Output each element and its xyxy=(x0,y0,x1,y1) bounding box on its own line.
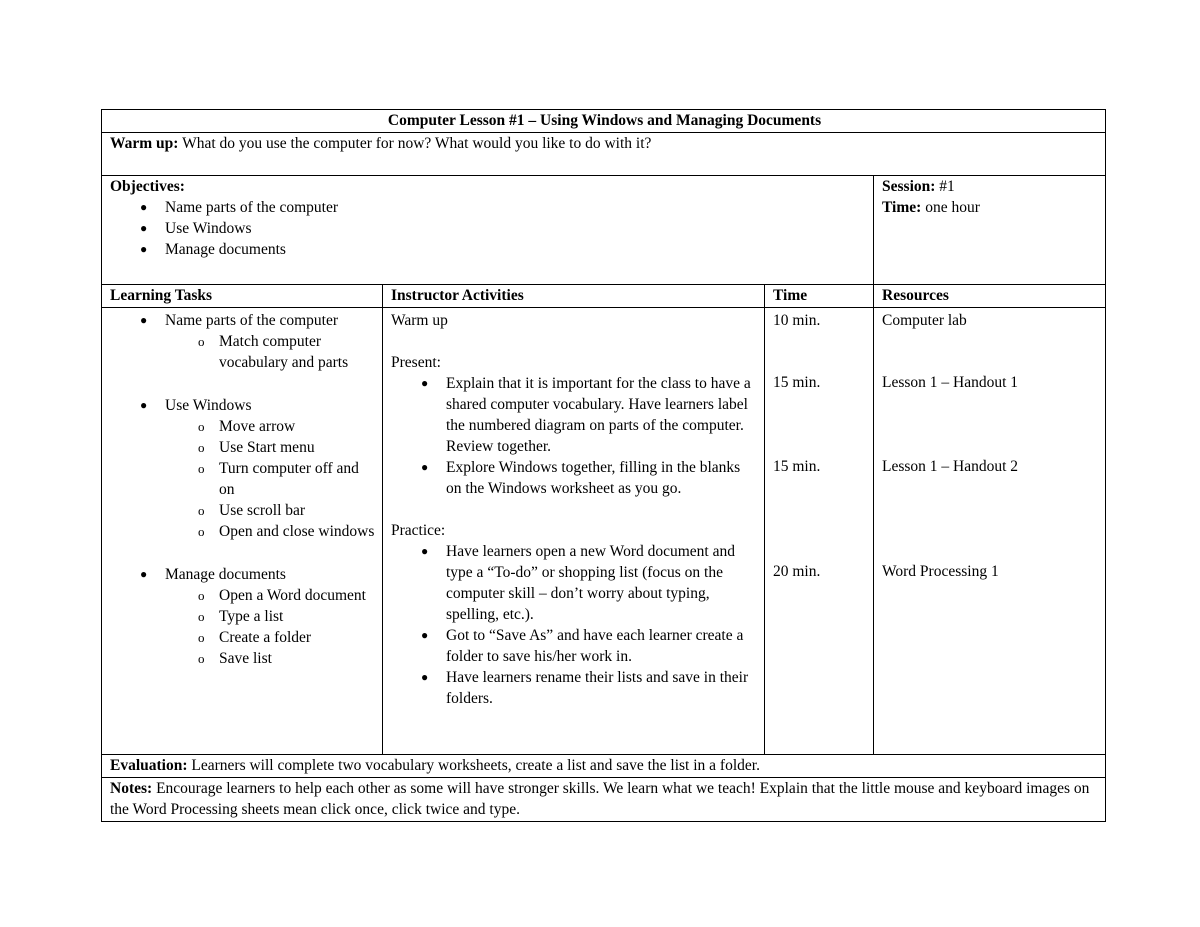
header-instructor-activities: Instructor Activities xyxy=(383,285,765,308)
circle-bullet-icon: o xyxy=(198,461,205,476)
resources-cell xyxy=(874,308,1106,755)
ia-present-label: Present: xyxy=(391,354,441,371)
time-entry: 20 min. xyxy=(773,563,821,580)
bullet-icon: ● xyxy=(421,376,429,390)
resource-entry: Lesson 1 – Handout 1 xyxy=(882,374,1019,391)
ia-practice-label: Practice: xyxy=(391,522,446,539)
resource-entry: Word Processing 1 xyxy=(882,563,999,580)
ia-warm-up: Warm up xyxy=(391,312,448,329)
time-cell xyxy=(765,308,874,755)
circle-bullet-icon: o xyxy=(198,588,205,603)
time-value: one hour xyxy=(921,199,980,216)
bullet-icon: ● xyxy=(421,460,429,474)
time-label: Time: xyxy=(882,199,922,216)
time-entry: 15 min. xyxy=(773,458,821,475)
session-value: #1 xyxy=(935,178,955,195)
column-header-row xyxy=(102,285,1106,308)
learning-subtask: o Use Start menu xyxy=(198,439,315,456)
learning-subtask: o Turn computer off and on xyxy=(198,460,359,498)
objective-item: ● Name parts of the computer xyxy=(140,199,339,216)
present-item: ● Explore Windows together, filling in the blanks on the Windows worksheet as you go. xyxy=(421,459,741,497)
warm-up-cell xyxy=(102,133,1106,176)
notes-cell xyxy=(102,778,1106,822)
header-resources: Resources xyxy=(874,285,1106,308)
warm-up-row xyxy=(102,133,1106,176)
present-item: ● Explain that it is important for the class to have a shared computer vocabulary. Have learners label the numbered diagram on parts of the computer. Review together. xyxy=(421,375,751,455)
learning-subtask: o Move arrow xyxy=(198,418,296,435)
header-time: Time xyxy=(765,285,874,308)
learning-subtask: o Use scroll bar xyxy=(198,502,306,519)
warm-up-label: Warm up: xyxy=(110,135,179,152)
learning-task-list xyxy=(110,395,376,542)
time-line xyxy=(882,197,1099,218)
bullet-icon: ● xyxy=(140,242,148,256)
bullet-icon: ● xyxy=(421,628,429,642)
time-entry: 15 min. xyxy=(773,374,821,391)
practice-item: ● Have learners rename their lists and save in their folders. xyxy=(421,669,749,707)
bullet-icon: ● xyxy=(140,313,148,327)
learning-subtask: o Open and close windows xyxy=(198,523,375,540)
bullet-icon: ● xyxy=(421,670,429,684)
learning-subtask: o Open a Word document xyxy=(198,587,366,604)
objectives-list xyxy=(110,197,867,260)
notes-text: Encourage learners to help each other as some will have stronger skills. We learn what we teach! Explain that the little mouse and keyboard images on the Word Processing sheets mean click once, click twice and type. xyxy=(110,780,1090,818)
learning-tasks-cell xyxy=(102,308,383,755)
circle-bullet-icon: o xyxy=(198,630,205,645)
resource-entry: Computer lab xyxy=(882,312,967,329)
learning-task: ● Manage documents xyxy=(140,566,286,583)
evaluation-cell xyxy=(102,755,1106,778)
objectives-cell xyxy=(102,176,874,285)
time-entry: 10 min. xyxy=(773,312,821,329)
lesson-title: Computer Lesson #1 – Using Windows and Managing Documents xyxy=(102,110,1106,133)
warm-up-text: What do you use the computer for now? What would you like to do with it? xyxy=(178,135,652,152)
session-label: Session: xyxy=(882,178,936,195)
learning-task: ● Use Windows xyxy=(140,397,252,414)
bullet-icon: ● xyxy=(140,200,148,214)
learning-subtask: o Type a list xyxy=(198,608,284,625)
session-cell xyxy=(874,176,1106,285)
evaluation-text: Learners will complete two vocabulary worksheets, create a list and save the list in a folder. xyxy=(187,757,760,774)
bullet-icon: ● xyxy=(421,544,429,558)
bullet-icon: ● xyxy=(140,221,148,235)
title-row xyxy=(102,110,1106,133)
bullet-icon: ● xyxy=(140,567,148,581)
objectives-label: Objectives: xyxy=(110,178,185,195)
learning-task-list xyxy=(110,564,376,669)
learning-subtask: o Save list xyxy=(198,650,272,667)
circle-bullet-icon: o xyxy=(198,609,205,624)
objective-item: ● Use Windows xyxy=(140,220,252,237)
lesson-plan-table xyxy=(101,109,1106,822)
learning-subtask: o Match computer vocabulary and parts xyxy=(198,333,349,371)
circle-bullet-icon: o xyxy=(198,419,205,434)
circle-bullet-icon: o xyxy=(198,524,205,539)
notes-label: Notes: xyxy=(110,780,153,797)
evaluation-row xyxy=(102,755,1106,778)
circle-bullet-icon: o xyxy=(198,651,205,666)
learning-task-list xyxy=(110,310,376,373)
present-list xyxy=(391,373,758,499)
notes-row xyxy=(102,778,1106,822)
learning-task: ● Name parts of the computer xyxy=(140,312,339,329)
header-learning-tasks: Learning Tasks xyxy=(102,285,383,308)
practice-item: ● Got to “Save As” and have each learner create a folder to save his/her work in. xyxy=(421,627,744,665)
objectives-row xyxy=(102,176,1106,285)
circle-bullet-icon: o xyxy=(198,334,205,349)
session-line xyxy=(882,176,1099,197)
practice-item: ● Have learners open a new Word document and type a “To-do” or shopping list (focus on the computer skill – don’t worry about typing, spelling, etc.). xyxy=(421,543,735,623)
objective-item: ● Manage documents xyxy=(140,241,286,258)
bullet-icon: ● xyxy=(140,398,148,412)
instructor-activities-cell xyxy=(383,308,765,755)
resource-entry: Lesson 1 – Handout 2 xyxy=(882,458,1019,475)
circle-bullet-icon: o xyxy=(198,440,205,455)
lesson-body-row xyxy=(102,308,1106,755)
circle-bullet-icon: o xyxy=(198,503,205,518)
learning-subtask: o Create a folder xyxy=(198,629,312,646)
evaluation-label: Evaluation: xyxy=(110,757,188,774)
practice-list xyxy=(391,541,758,709)
